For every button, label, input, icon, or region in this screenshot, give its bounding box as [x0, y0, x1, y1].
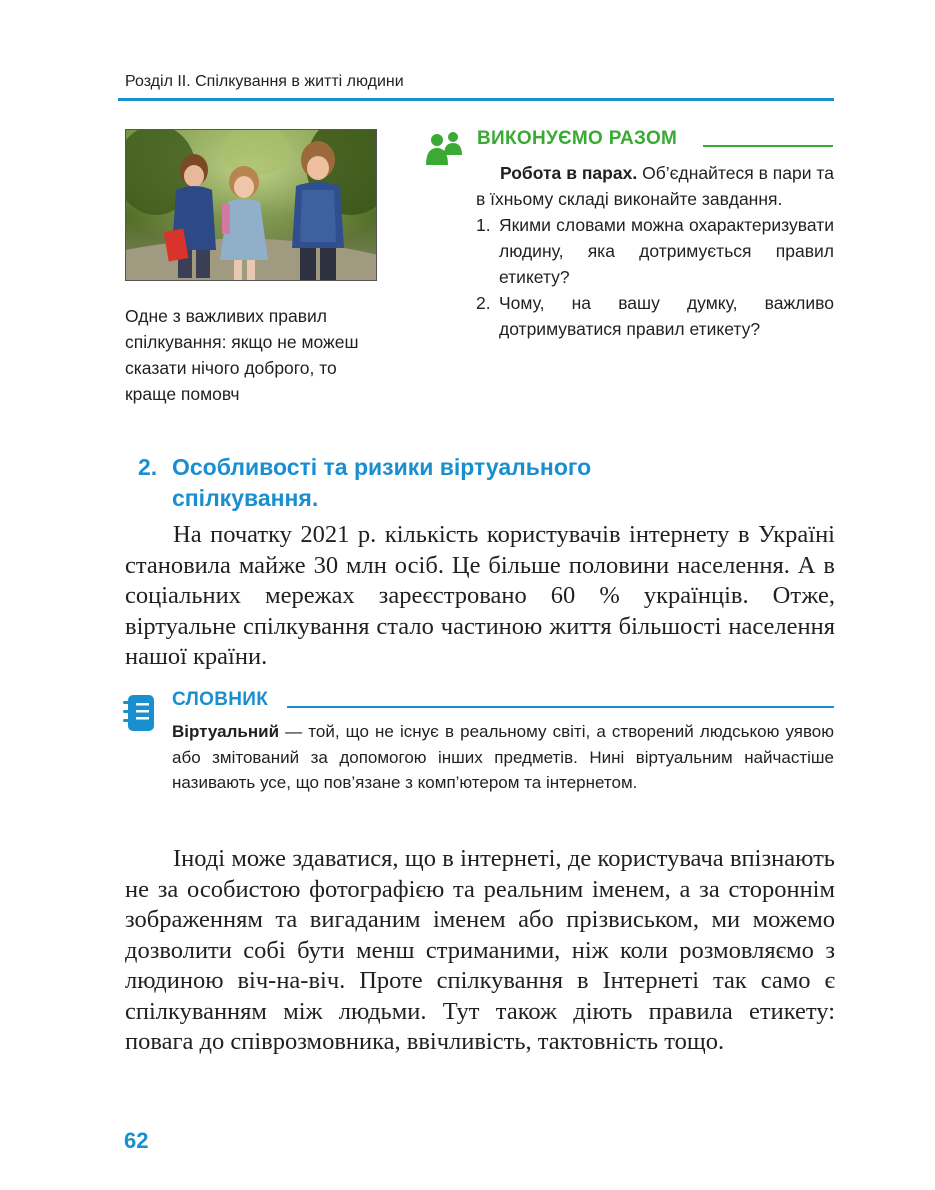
body-paragraph-2	[125, 844, 835, 1058]
task-item-number: 2.	[476, 293, 491, 313]
glossary-heading-rule	[287, 706, 834, 708]
notebook-icon	[122, 693, 158, 733]
header-divider	[118, 98, 834, 101]
task-item-text: Якими словами можна охарактеризувати людину, яка дотримується правил етикету?	[499, 215, 834, 287]
section-number: 2.	[138, 454, 158, 480]
task-list	[476, 212, 834, 342]
page-number: 62	[124, 1128, 149, 1153]
pair-work-task	[476, 160, 834, 342]
glossary-definition	[172, 719, 834, 796]
glossary-definition-text: — той, що не існує в реальному світі, а створений людською уявою або змітований за допомогою інших предметів. Нині віртуальним найчастіше називають усе, що пов’язане з комп’ютером та інтернетом.	[172, 722, 834, 792]
together-heading: ВИКОНУЄМО РАЗОМ	[477, 128, 678, 149]
glossary-entry	[172, 719, 834, 796]
task-item	[476, 290, 834, 342]
section-title-line2: спілкування.	[172, 485, 319, 511]
section-title-line1: Особливості та ризики віртуального	[172, 454, 592, 480]
photo-illustration	[126, 130, 377, 281]
paragraph-text: На початку 2021 р. кількість користувачів інтернету в Україні становила майже 30 млн осіб. Це більше половини населення. А в соціальних мережах зареєстровано 60 % українців. Отже, віртуальне спілкування стало частиною життя більшості населення нашої країни.	[125, 521, 835, 670]
task-item	[476, 212, 834, 290]
pair-people-icon	[425, 131, 465, 167]
children-photo	[125, 129, 377, 281]
glossary-heading: СЛОВНИК	[172, 689, 269, 710]
paragraph-text: Іноді може здаватися, що в інтернеті, де користувача впізнають не за особистою фотографією та реальним іменем, а за стороннім зображенням та вигаданим іменем або прізвиськом, ми можемо дозволити собі бути менш стриманими, ніж коли розмовляємо з людиною віч-на-віч. Проте спілкування в Інтернеті так само є спілкуванням між людьми. Тут також діють правила етикету: повага до співрозмовника, ввічливість, тактовність тощо.	[125, 845, 835, 1055]
task-item-number: 1.	[476, 215, 491, 235]
task-intro-bold: Робота в парах.	[500, 163, 638, 183]
task-intro-text: Об’єднайтеся в пари та в їхньому складі виконайте завдання.	[476, 163, 834, 209]
section-heading	[138, 452, 778, 514]
together-heading-rule	[703, 145, 833, 147]
running-header: Розділ ІІ. Спілкування в житті людини	[125, 73, 404, 90]
task-intro	[476, 160, 834, 212]
photo-caption: Одне з важливих правил спілкування: якщо не можеш сказати нічого доброго, то краще помовч	[125, 306, 359, 404]
task-item-text: Чому, на вашу думку, важливо дотримуватися правил етикету?	[499, 293, 834, 339]
body-paragraph-1	[125, 520, 835, 673]
glossary-term: Віртуальний	[172, 722, 280, 741]
